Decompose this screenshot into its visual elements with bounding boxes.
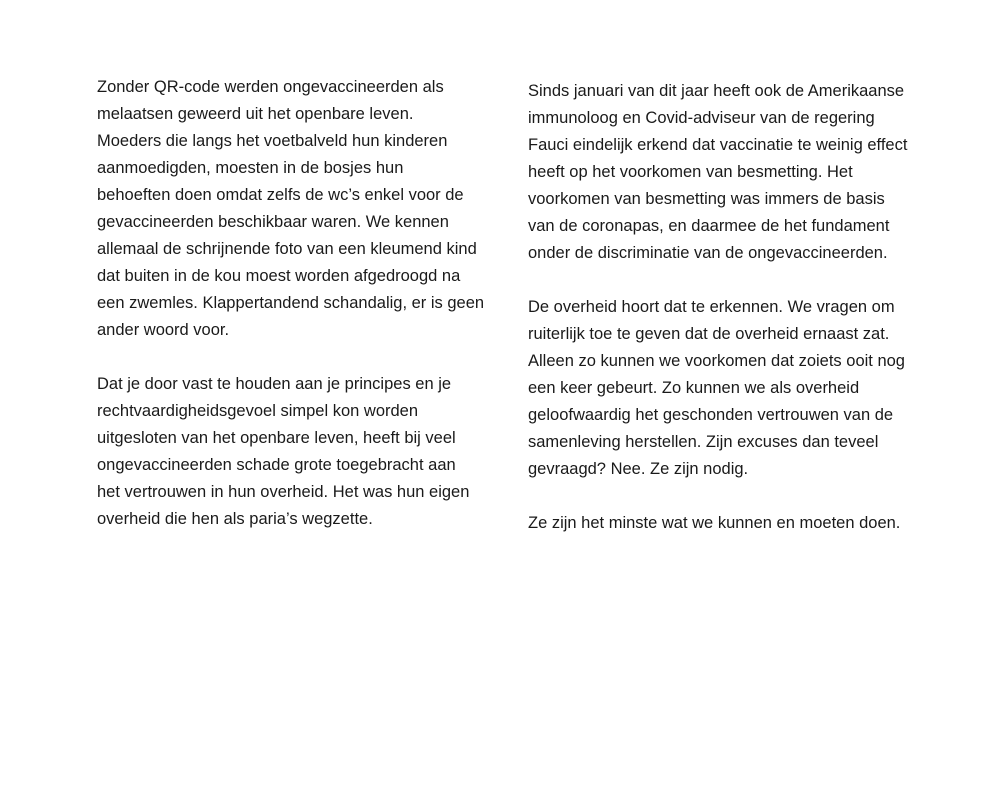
- text-line: rechtvaardigheidsgevoel simpel kon worden: [97, 402, 419, 420]
- paragraph: [528, 510, 948, 537]
- text-line: heeft op het voorkomen van besmetting. Het: [528, 163, 853, 181]
- text-line: Dat je door vast te houden aan je principes en je: [97, 375, 452, 393]
- paragraph: [97, 74, 517, 344]
- text-line: Sinds januari van dit jaar heeft ook de Amerikaanse: [528, 82, 905, 100]
- text-line: het vertrouwen in hun overheid. Het was hun eigen: [97, 483, 470, 501]
- text-line: uitgesloten van het openbare leven, heeft bij veel: [97, 429, 456, 447]
- text-line: geloofwaardig het geschonden vertrouwen van de: [528, 406, 894, 424]
- text-line: allemaal de schrijnende foto van een kleumend kind: [97, 240, 477, 258]
- text-line: van de coronapas, en daarmee de het fundament: [528, 217, 890, 235]
- text-line: samenleving herstellen. Zijn excuses dan teveel: [528, 433, 879, 451]
- text-line: De overheid hoort dat te erkennen. We vragen om: [528, 298, 895, 316]
- text-line: immunoloog en Covid-adviseur van de regering: [528, 109, 875, 127]
- text-line: melaatsen geweerd uit het openbare leven.: [97, 105, 414, 123]
- text-line: een keer gebeurt. Zo kunnen we als overheid: [528, 379, 860, 397]
- left-column: [97, 74, 517, 560]
- text-line: overheid die hen als paria’s wegzette.: [97, 510, 373, 528]
- text-line: behoeften doen omdat zelfs de wc’s enkel voor de: [97, 186, 464, 204]
- text-line: Fauci eindelijk erkend dat vaccinatie te weinig effect: [528, 136, 908, 154]
- text-line: ander woord voor.: [97, 321, 230, 339]
- text-line: aanmoedigden, moesten in de bosjes hun: [97, 159, 404, 177]
- paragraph: [97, 371, 517, 533]
- text-line: Alleen zo kunnen we voorkomen dat zoiets ooit nog: [528, 352, 905, 370]
- text-line: gevraagd? Nee. Ze zijn nodig.: [528, 460, 749, 478]
- text-line: ruiterlijk toe te geven dat de overheid ernaast zat.: [528, 325, 890, 343]
- text-line: Ze zijn het minste wat we kunnen en moeten doen.: [528, 514, 901, 532]
- text-line: dat buiten in de kou moest worden afgedroogd na: [97, 267, 461, 285]
- paragraph: [528, 294, 948, 483]
- text-line: gevaccineerden beschikbaar waren. We kennen: [97, 213, 449, 231]
- text-line: Zonder QR-code werden ongevaccineerden als: [97, 78, 444, 96]
- text-line: Moeders die langs het voetbalveld hun kinderen: [97, 132, 448, 150]
- text-line: voorkomen van besmetting was immers de basis: [528, 190, 885, 208]
- text-line: ongevaccineerden schade grote toegebracht aan: [97, 456, 456, 474]
- text-line: onder de discriminatie van de ongevaccineerden.: [528, 244, 888, 262]
- paragraph: [528, 78, 948, 267]
- right-column: [528, 78, 948, 564]
- text-line: een zwemles. Klappertandend schandalig, er is geen: [97, 294, 485, 312]
